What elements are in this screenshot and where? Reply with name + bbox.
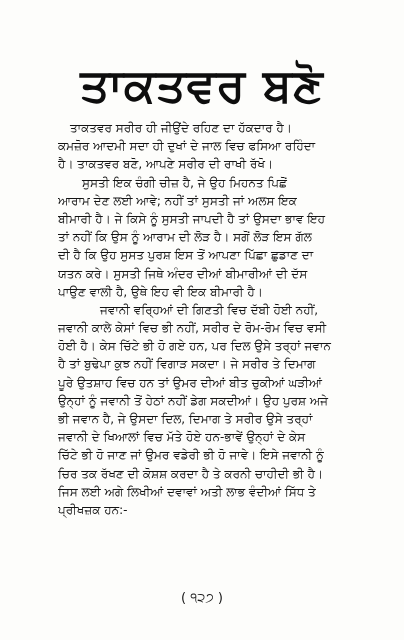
text-line: ਤਾਂ ਨਹੀਂ ਕਿ ਉਸ ਨੂੰ ਆਰਾਮ ਦੀ ਲੋੜ ਹੈ। ਸਗੋਂ ਲੋੜ ਇਸ ਗੱਲ [58, 230, 312, 245]
text-line: ਬੀਮਾਰੀ ਹੈ। ਜੇ ਕਿਸੇ ਨੂੰ ਸੁਸਤੀ ਜਾਪਦੀ ਹੈ ਤਾਂ ਉਸਦਾ ਭਾਵ ਇਹ [58, 211, 325, 226]
text-line: ਦੀ ਹੈ ਕਿ ਉਹ ਸੁਸਤ ਪੁਰਸ਼ ਇਸ ਤੋਂ ਆਪਣਾ ਪਿੱਛਾ ਛੁਡਾਣ ਦਾ [58, 248, 314, 263]
text-line: ਚਿਰ ਤਕ ਰੱਖਣ ਦੀ ਕੋਸ਼ਸ਼ ਕਰਦਾ ਹੈ ਤੇ ਕਰਨੀ ਚਾਹੀਦੀ ਭੀ ਹੈ। [58, 466, 324, 481]
text-line: ਹੋਈ ਹੈ। ਕੇਸ ਚਿੱਟੇ ਭੀ ਹੋ ਗਏ ਹਨ, ਪਰ ਦਿਲ ਉਸੇ ਤਰ੍ਹਾਂ ਜਵਾਨ [58, 339, 331, 354]
text-line: ਹੈ ਤਾਂ ਬੁਢੇਪਾ ਕੁਝ ਨਹੀਂ ਵਿਗਾੜ ਸਕਦਾ। ਜੇ ਸਰੀਰ ਤੇ ਦਿਮਾਗ [58, 357, 316, 372]
text-line: ਤਾਕਤਵਰ ਸਰੀਰ ਹੀ ਜੀਉਂਦੇ ਰਹਿਣ ਦਾ ਹੱਕਦਾਰ ਹੈ। [70, 121, 292, 135]
text-line: ਜਿਸ ਲਈ ਅਗੇ ਲਿਖੀਆਂ ਦਵਾਵਾਂ ਅਤੀ ਲਾਭ ਵੰਦੀਆਂ ਸਿੱਧ ਤੇ [58, 484, 316, 499]
text-line: ਪਾਉਣ ਵਾਲੀ ਹੈ, ਉਥੇ ਇਹ ਵੀ ਇਕ ਬੀਮਾਰੀ ਹੈ। [58, 284, 263, 299]
text-line: ਆਰਾਮ ਦੇਣ ਲਈ ਆਵੇ; ਨਹੀਂ ਤਾਂ ਸੁਸਤੀ ਜਾਂ ਅਲਸ ਇਕ [58, 193, 297, 208]
text-line: ਚਿੱਟੇ ਭੀ ਹੋ ਜਾਣ ਜਾਂ ਉਮਰ ਵਡੇਰੀ ਭੀ ਹੋ ਜਾਵੇ। ਇਸੇ ਜਵਾਨੀ ਨੂੰ [58, 448, 324, 463]
text-line: ਭੀ ਜਵਾਨ ਹੈ, ਜੇ ਉਸਦਾ ਦਿਲ, ਦਿਮਾਗ ਤੇ ਸਰੀਰ ਉਸੇ ਤਰ੍ਹਾਂ [58, 412, 313, 426]
text-line: ਹੈ। ਤਾਕਤਵਰ ਬਣੋ, ਆਪਣੇ ਸਰੀਰ ਦੀ ਰਾਖੀ ਰੱਖੋ। [58, 157, 274, 172]
text-line: ਸੁਸਤੀ ਇਕ ਚੰਗੀ ਚੀਜ਼ ਹੈ, ਜੇ ਉਹ ਮਿਹਨਤ ਪਿਛੋਂ [82, 175, 287, 190]
text-line: ਉਨ੍ਹਾਂ ਨੂੰ ਜਵਾਨੀ ਤੋਂ ਹੇਠਾਂ ਨਹੀਂ ਡੇਗ ਸਕਦੀਆਂ। ਉਹ ਪੁਰਸ਼ ਅਜੇ [58, 393, 329, 408]
page-number: ( ੧੨੭ ) [181, 591, 223, 606]
body-text [58, 119, 374, 519]
text-line: ਯਤਨ ਕਰੇ। ਸੁਸਤੀ ਜਿਥੇ ਅੰਦਰ ਦੀਆਂ ਬੀਮਾਰੀਆਂ ਦੀ ਦੱਸ [58, 266, 308, 281]
text-line: ਜਵਾਨੀ ਵਰ੍ਹਿਆਂ ਦੀ ਗਿਣਤੀ ਵਿਚ ਦੱਬੀ ਹੋਈ ਨਹੀਂ, [100, 302, 319, 317]
text-line: ਜਵਾਨੀ ਕਾਲੇ ਕੇਸਾਂ ਵਿਚ ਭੀ ਨਹੀਂ, ਸਰੀਰ ਦੇ ਰੋਮ-ਰੋਮ ਵਿਚ ਵਸੀ [58, 321, 327, 336]
text-line: ਪੂਰੇ ਉਤਸ਼ਾਹ ਵਿਚ ਹਨ ਤਾਂ ਉਮਰ ਦੀਆਂ ਬੀਤ ਚੁਕੀਆਂ ਘੜੀਆਂ [58, 375, 322, 390]
page-title: ਤਾਕਤਵਰ ਬਣੋ [80, 58, 324, 112]
text-line: ਪ੍ਰੀਖਜ਼ਕ ਹਨ:- [58, 502, 128, 517]
text-line: ਕਮਜ਼ੋਰ ਆਦਮੀ ਸਦਾ ਹੀ ਦੁਖਾਂ ਦੇ ਜਾਲ ਵਿਚ ਫਸਿਆ ਰਹਿੰਦਾ [58, 139, 316, 154]
text-line: ਜਵਾਨੀ ਦੇ ਖਿਆਲਾਂ ਵਿਚ ਮੱਤੇ ਹੋਏ ਹਨ-ਭਾਵੇਂ ਉਨ੍ਹਾਂ ਦੇ ਕੇਸ [58, 430, 306, 445]
